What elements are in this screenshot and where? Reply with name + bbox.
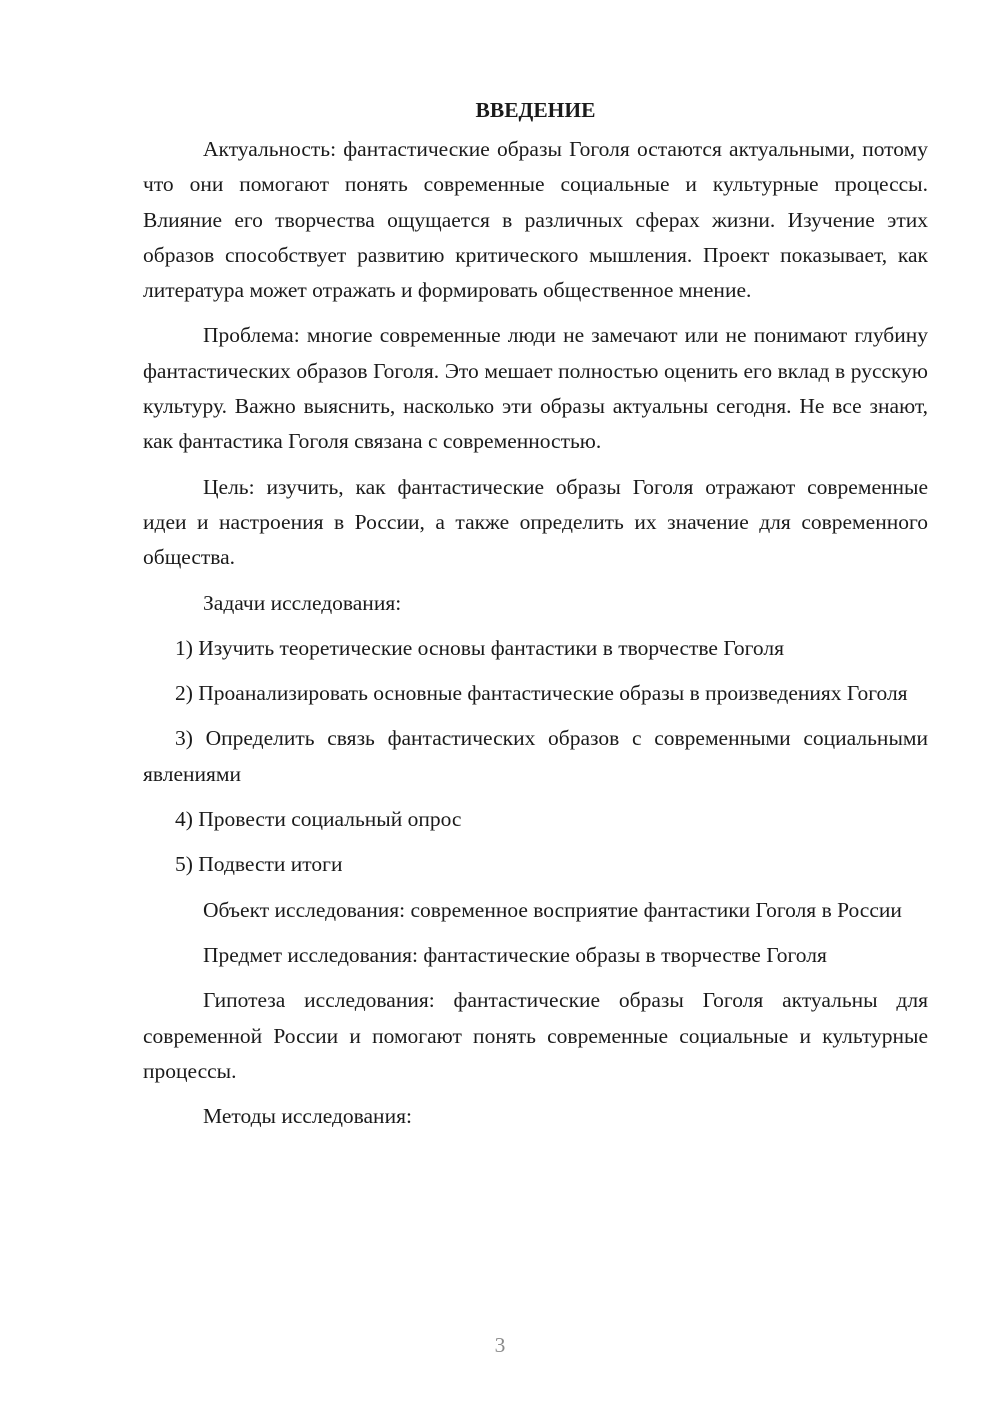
relevance-paragraph: Актуальность: фантастические образы Гоголя остаются актуальными, потому что они помогают понять современные социальные и культурные процессы. Влияние его творчества ощущается в различных сферах жизни. Изучение этих образов способствует развитию критического мышления. Проект показывает, как литература может отражать и формировать общественное мнение. <box>143 137 928 303</box>
section-title: ВВЕДЕНИЕ <box>475 98 596 122</box>
task-item: 2) Проанализировать основные фантастические образы в произведениях Гоголя <box>175 681 908 706</box>
task-item: 3) Определить связь фантастических образов с современными социальными явлениями <box>143 726 928 786</box>
tasks-heading: Задачи исследования: <box>203 590 402 615</box>
document-page <box>143 90 928 1134</box>
page-number: 3 <box>494 1333 506 1357</box>
goal-paragraph: Цель: изучить, как фантастические образы Гоголя отражают современные идеи и настроения в России, а также определить их значение для современного общества. <box>143 474 928 570</box>
task-item: 4) Провести социальный опрос <box>175 807 462 832</box>
subject-paragraph: Предмет исследования: фантастические образы в творчестве Гоголя <box>203 942 827 967</box>
task-item: 1) Изучить теоретические основы фантастики в творчестве Гоголя <box>175 635 785 660</box>
methods-heading: Методы исследования: <box>203 1104 412 1129</box>
object-paragraph: Объект исследования: современное восприятие фантастики Гоголя в России <box>203 897 902 922</box>
task-item: 5) Подвести итоги <box>175 852 343 877</box>
problem-paragraph: Проблема: многие современные люди не замечают или не понимают глубину фантастических образов Гоголя. Это мешает полностью оценить его вклад в русскую культуру. Важно выяснить, насколько эти образы актуальны сегодня. Не все знают, как фантастика Гоголя связана с современностью. <box>143 323 928 454</box>
hypothesis-paragraph: Гипотеза исследования: фантастические образы Гоголя актуальны для современной России и помогают понять современные социальные и культурные процессы. <box>143 988 928 1083</box>
